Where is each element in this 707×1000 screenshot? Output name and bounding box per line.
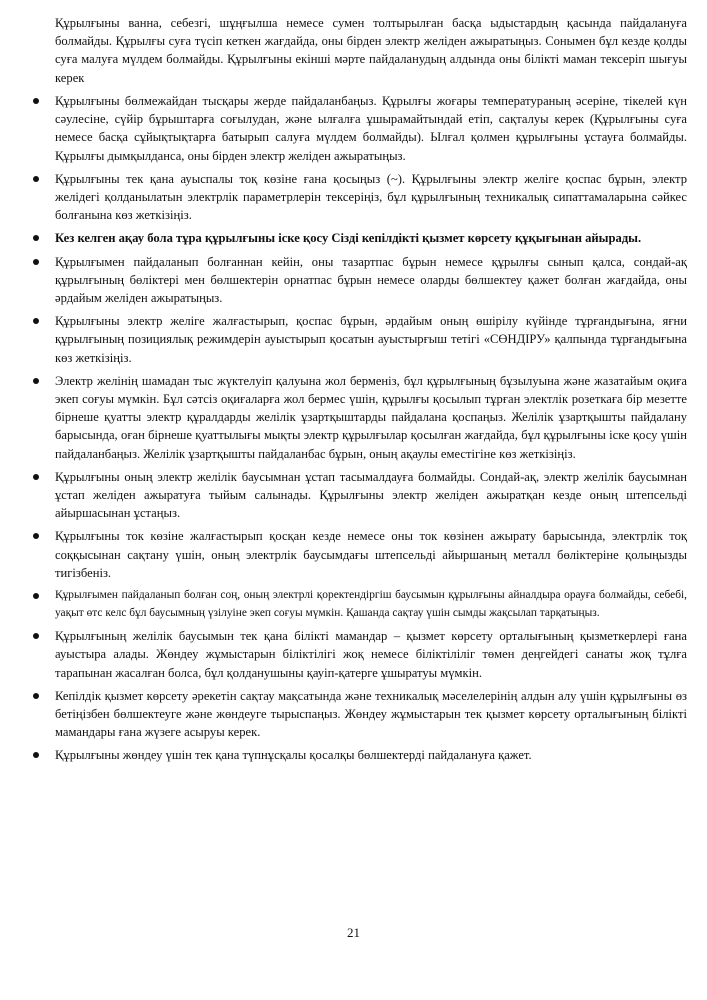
list-item-text: Құрылғыны электр желіге жалғастырып, қоспас бұрын, әрдайым оның өшірілу күйінде тұрғандығына, яғни құрылғының позициялық режимдерін ауыстырып қосатын ауыстырғыш тетігі «СӨНДІРУ» қалпында тұрғандығына көз жеткізіңіз. bbox=[55, 314, 687, 365]
list-item-text: Құрылғымен пайдаланып болғаннан кейін, оны тазартпас бұрын немесе құрылғы сынып қалса, сондай-ақ құрылғының бөліктері мен бөлшектерін орнатпас бұрын немесе оларды бөлшектеу қажет болған жағдайда, оны әрдайым желіден ажыратыңыз. bbox=[55, 254, 687, 306]
bullet-icon bbox=[33, 235, 39, 241]
list-item bbox=[0, 170, 687, 225]
list-item-text: Құрылғыны тек қана ауыспалы тоқ көзіне ғана қосыңыз (~). Құрылғыны электр желіге қоспас бұрын, электр желідегі қолданылатын электрлік параметрлерін тексеріңіз, бұл құрылғының техникалық сипаттамаларына сәйкес болғанына көз жеткізіңіз. bbox=[55, 171, 687, 223]
list-item bbox=[0, 253, 687, 308]
list-item-text: Құрылғыны ток көзіне жалғастырып қосқан кезде немесе оны ток көзінен ажырату барысында, электрлік тоқ соққысынан сақтану үшін, оның электрлік баусымдағы штепсельді айыршаның металл бөліктеріне қолыңызды тигізбеніз. bbox=[55, 529, 687, 580]
list-item-text: Құрылғымен пайдаланып болған соң, оның электрлі қоректендіргіш баусымын құрылғыны айналдыра орауға болмайды, себебі, уақыт өтс келс бұл баусымның үзілуіне экеп соғуы мүмкін. Қашанда сақтау үшін сымды жақсылап тарқатыңыз. bbox=[55, 589, 687, 619]
list-item bbox=[0, 687, 687, 742]
bullet-icon bbox=[33, 98, 39, 104]
bullet-icon bbox=[33, 752, 39, 758]
intro-paragraph: Құрылғыны ванна, себезгі, шұңғылша немесе сумен толтырылған басқа ыдыстардың қасында пайдалануға болмайды. Құрылғы суға түсіп кеткен жағдайда, оны бірден электр желіден ажыратыңыз. Сонымен бұл кезде қолды суға малуға мүлдем болмайды. Құрылғыны екінші мәрте пайдаланудың алдында оны білікті маман тексеріп шығуы керек bbox=[55, 16, 687, 85]
list-item bbox=[0, 468, 687, 523]
list-item-text: Құрылғыны оның электр желілік баусымнан ұстап тасымалдауға болмайды. Сондай-ақ, электр желілік баусымнан ұстап желіден ажыратуға тыйым салынады. Құрылғыны электр желіден ажыратқан кезде оның штепсельді айыршасынан ұстаңыз. bbox=[55, 469, 687, 521]
list-item-text: Кез келген ақау бола тұра құрылғыны іске қосу Сізді кепілдікті қызмет көрсету құқығынан айырады. bbox=[55, 231, 642, 246]
list-item-text: Құрылғыны жөндеу үшін тек қана түпнұсқалы қосалқы бөлшектерді пайдалануға қажет. bbox=[55, 748, 532, 763]
list-item bbox=[0, 92, 687, 165]
list-item bbox=[0, 527, 687, 582]
bullet-icon bbox=[33, 318, 39, 324]
bullet-icon bbox=[33, 474, 39, 480]
bullet-icon bbox=[33, 176, 39, 182]
bullet-icon bbox=[33, 533, 39, 539]
list-item bbox=[0, 587, 687, 622]
safety-instructions-list bbox=[0, 92, 707, 770]
bullet-icon bbox=[33, 633, 39, 639]
bullet-icon bbox=[33, 693, 39, 699]
list-item bbox=[0, 229, 687, 247]
list-item bbox=[0, 312, 687, 367]
list-item bbox=[0, 746, 687, 764]
list-item-text: Кепілдік қызмет көрсету әрекетін сақтау мақсатында және техникалық мәселелерінің алдын алу үшін құрылғыны өз бетіңізбен бөлшектеуге және жөндеуге тырыспаңыз. Жөндеу жұмыстарын тек қызмет көрсету орталығының білікті мамандары ғана жүзеге асыруы керек. bbox=[55, 688, 687, 740]
list-item bbox=[0, 627, 687, 682]
list-item-text: Құрылғыны бөлмежайдан тысқары жерде пайдаланбаңыз. Құрылғы жоғары температураның әсеріне, тікелей күн сәулесіне, сүйір бұрыштарға соғылудан, және ылғалға ұшырамайтындай етіп, сақталуы керек (Құрылғыны суға немесе басқа сұйықтықтарға батырып салуға мүлдем болмайды). Ылғал қолмен құрылғыны ұстауға болмайды. Құрылғы дымқылданса, оны бірден электр желіден ажыратыңыз. bbox=[55, 94, 687, 163]
bullet-icon bbox=[33, 593, 39, 599]
bullet-icon bbox=[33, 378, 39, 384]
bullet-icon bbox=[33, 259, 39, 265]
list-item-text: Электр желінің шамадан тыс жүктелуіп қалуына жол берменіз, бұл құрылғының бұзылуына және жазатайым оқиға экеп соғуы мүмкін. Бұл сәтсіз оқиғаларға жол бермес үшін, құрылғы қосылып тұрған электлік розеткаға бір мезетте бірнеше қуатты электр құралдарды желілік ұзартқыштарды пайдалана қоспаңыз. Желілік ұзартқышты пайдалану барысында, оған бірнеше қуаттылығы мықты электр құрылғылар қосылған жағдайда, бұл құрылғыны іске қосу үшін пайдаланбаңыз. Желілік ұзартқышты пайдаланбас бұрын, оның ақаулы еместігіне көз жеткізіңіз. bbox=[55, 373, 687, 461]
list-item-text: Құрылғының желілік баусымын тек қана білікті мамандар – қызмет көрсету орталығының қызметкерлері ғана ауыстыра алады. Жөндеу жұмыстарын біліктілігі жоқ немесе біліктіліліг төмен деңгейдегі санаты жоқ тұлға тарапынан жасалған болса, бұл қолданушыны қауіп-қатерге ұшыратуы мүмкін. bbox=[55, 629, 687, 680]
list-item bbox=[0, 372, 687, 463]
page-number: 21 bbox=[347, 925, 360, 940]
